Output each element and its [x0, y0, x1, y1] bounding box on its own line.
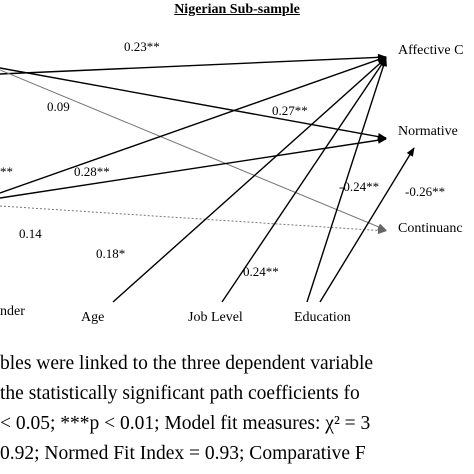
education-label: Education: [294, 310, 351, 325]
caption-line-2: the statistically significant path coefficients fo: [0, 383, 360, 404]
normative-commitment-label: Normative: [398, 124, 458, 139]
path-coefficient: -0.24**: [339, 179, 380, 194]
caption-line-1: bles were linked to the three dependent variable: [0, 353, 374, 374]
path-coefficient: 0.23**: [124, 39, 160, 54]
path-coefficient: 0.28**: [74, 164, 110, 179]
path-coefficient: 0.18*: [96, 246, 126, 261]
caption-line-4: 0.92; Normed Fit Index = 0.93; Comparative F: [0, 443, 366, 464]
path-coefficient: 0.27**: [272, 103, 308, 118]
path-coefficient: 0.24**: [243, 264, 279, 279]
continuance-commitment-label: Continuanc: [398, 221, 463, 236]
diagram-title: Nigerian Sub-sample: [174, 2, 300, 17]
path-arrow-3: [0, 70, 386, 230]
job-level-label: Job Level: [188, 310, 243, 325]
path-arrow-1: [0, 57, 386, 74]
path-coefficient: **: [0, 164, 13, 179]
path-arrow-4: [0, 57, 386, 193]
path-arrow-6: [0, 206, 386, 231]
path-arrow-5: [0, 139, 386, 198]
path-coefficient: 0.09: [47, 99, 70, 114]
path-coefficient: -0.26**: [405, 184, 446, 199]
path-coefficient: 0.14: [19, 226, 42, 241]
gender-label: nder: [0, 304, 25, 319]
affective-commitment-label: Affective C: [398, 43, 464, 58]
caption-line-3: < 0.05; ***p < 0.01; Model fit measures: χ² = 3: [0, 413, 371, 434]
age-label: Age: [81, 310, 105, 325]
